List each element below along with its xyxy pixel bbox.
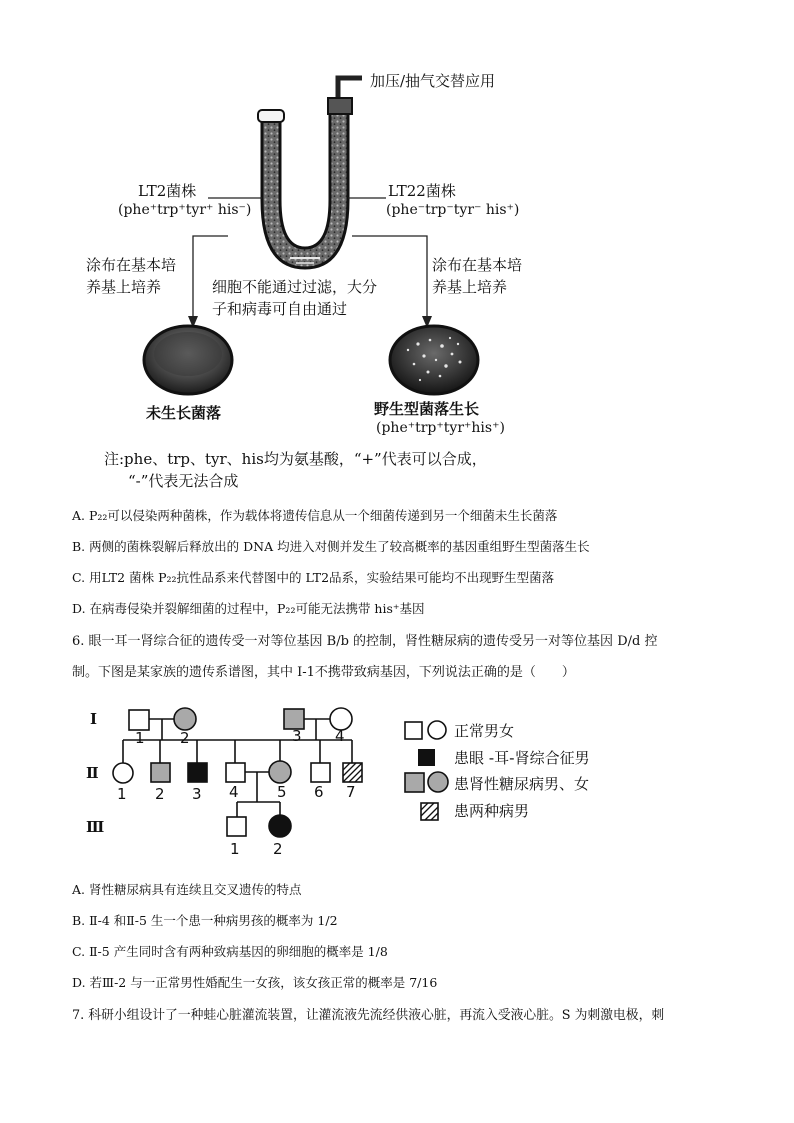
pedigree-III-1 [227, 817, 246, 836]
generation-I-label: Ⅰ [90, 712, 98, 728]
right-result-genotype: (phe⁺trp⁺tyr⁺his⁺) [376, 420, 505, 436]
q5-option-d: D. 在病毒侵染并裂解细菌的过程中，P₂₂可能无法携带 his⁺基因 [72, 601, 425, 616]
generation-III-label: Ⅲ [86, 820, 105, 836]
pedigree-I-2 [174, 708, 196, 730]
filter-note-1: 细胞不能通过过滤，大分 [212, 278, 378, 296]
right-strain-genotype: (phe⁻trp⁻tyr⁻ his⁺) [386, 202, 520, 218]
pedigree-II-4 [226, 763, 245, 782]
right-spread-text-2: 养基上培养 [432, 278, 508, 296]
pedigree-III-2 [269, 815, 291, 837]
label-II-7: 7 [346, 783, 356, 801]
petri-dish-left [144, 326, 232, 394]
pedigree-II-5 [269, 761, 291, 783]
pump-tube [338, 78, 362, 100]
left-strain-label: LT2菌株 [138, 182, 197, 200]
legend-kidney-female [428, 772, 448, 792]
pedigree-I-1 [129, 710, 149, 730]
stopper [328, 98, 352, 114]
label-I-1: 1 [135, 729, 145, 747]
q6-stem-line2: 制。下图是某家族的遗传系谱图，其中 I-1不携带致病基因，下列说法正确的是（ ） [72, 665, 575, 680]
legend-both-text: 患两种病男 [454, 802, 530, 820]
filter-note-2: 子和病毒可自由通过 [212, 300, 348, 318]
pedigree-I-3 [284, 709, 304, 729]
left-spread-text-1: 涂布在基本培 [86, 256, 177, 274]
label-II-4: 4 [229, 783, 239, 801]
legend-both-male [421, 803, 438, 820]
figure-note-1: 注:phe、trp、tyr、his均为氨基酸，“+”代表可以合成， [104, 450, 487, 468]
q6-option-a: A. 肾性糖尿病具有连续且交叉遗传的特点 [72, 882, 302, 897]
label-II-2: 2 [155, 785, 165, 803]
q6-option-b: B. Ⅱ-4 和Ⅱ-5 生一个患一种病男孩的概率为 1/2 [72, 913, 338, 928]
generation-II-label: Ⅱ [86, 766, 99, 782]
q7-stem-line1: 7. 科研小组设计了一种蛙心脏灌流装置，让灌流液先流经供液心脏，再流入受液心脏。S 为刺激电极，刺 [72, 1008, 665, 1023]
legend-eye-text: 患眼 -耳-肾综合征男 [454, 749, 590, 767]
left-result-label: 未生长菌落 [146, 404, 222, 422]
petri-dish-right [390, 326, 478, 394]
legend-eye-male [418, 749, 435, 766]
label-II-1: 1 [117, 785, 127, 803]
legend-kidney-male [405, 773, 424, 792]
right-spread-text-1: 涂布在基本培 [432, 256, 523, 274]
q5-option-b: B. 两侧的菌株裂解后释放出的 DNA 均进入对侧并发生了较高概率的基因重组野生型菌落生长 [72, 539, 590, 554]
label-I-3: 3 [292, 727, 302, 745]
legend-normal-female [428, 721, 446, 739]
label-II-6: 6 [314, 783, 324, 801]
pedigree-II-3 [188, 763, 207, 782]
q6-option-c: C. Ⅱ-5 产生同时含有两种致病基因的卵细胞的概率是 1/8 [72, 944, 388, 959]
label-I-2: 2 [180, 729, 190, 747]
right-strain-label: LT22菌株 [388, 182, 456, 200]
q6-option-d: D. 若Ⅲ-2 与一正常男性婚配生一女孩，该女孩正常的概率是 7/16 [72, 975, 438, 990]
q6-stem-line1: 6. 眼一耳一肾综合征的遗传受一对等位基因 B/b 的控制，肾性糖尿病的遗传受另一对等位基因 D/d 控 [72, 634, 658, 649]
pedigree-II-1 [113, 763, 133, 783]
q5-option-a: A. P₂₂可以侵染两种菌株，作为载体将遗传信息从一个细菌传递到另一个细菌未生长菌落 [72, 508, 558, 523]
right-result-label: 野生型菌落生长 [374, 400, 480, 418]
label-II-3: 3 [192, 785, 202, 803]
pedigree-II-6 [311, 763, 330, 782]
q5-option-c: C. 用LT2 菌株 P₂₂抗性品系来代替图中的 LT2品系，实验结果可能均不出现野生型菌落 [72, 570, 555, 585]
figure-note-2: “-”代表无法合成 [128, 472, 239, 490]
label-I-4: 4 [335, 727, 345, 745]
u-tube [258, 98, 352, 268]
left-strain-genotype: (phe⁺trp⁺tyr⁺ his⁻) [118, 202, 252, 218]
pedigree-II-7 [343, 763, 362, 782]
pedigree-II-2 [151, 763, 170, 782]
label-III-1: 1 [230, 840, 240, 858]
left-spread-text-2: 养基上培养 [86, 278, 162, 296]
legend-normal-male [405, 722, 422, 739]
pedigree-chart [0, 690, 794, 870]
legend-kidney-text: 患肾性糖尿病男、女 [454, 775, 590, 793]
label-II-5: 5 [277, 783, 287, 801]
label-III-2: 2 [273, 840, 283, 858]
legend-normal-text: 正常男女 [454, 722, 515, 740]
cotton-plug [258, 110, 284, 122]
pump-label: 加压/抽气交替应用 [370, 72, 496, 90]
